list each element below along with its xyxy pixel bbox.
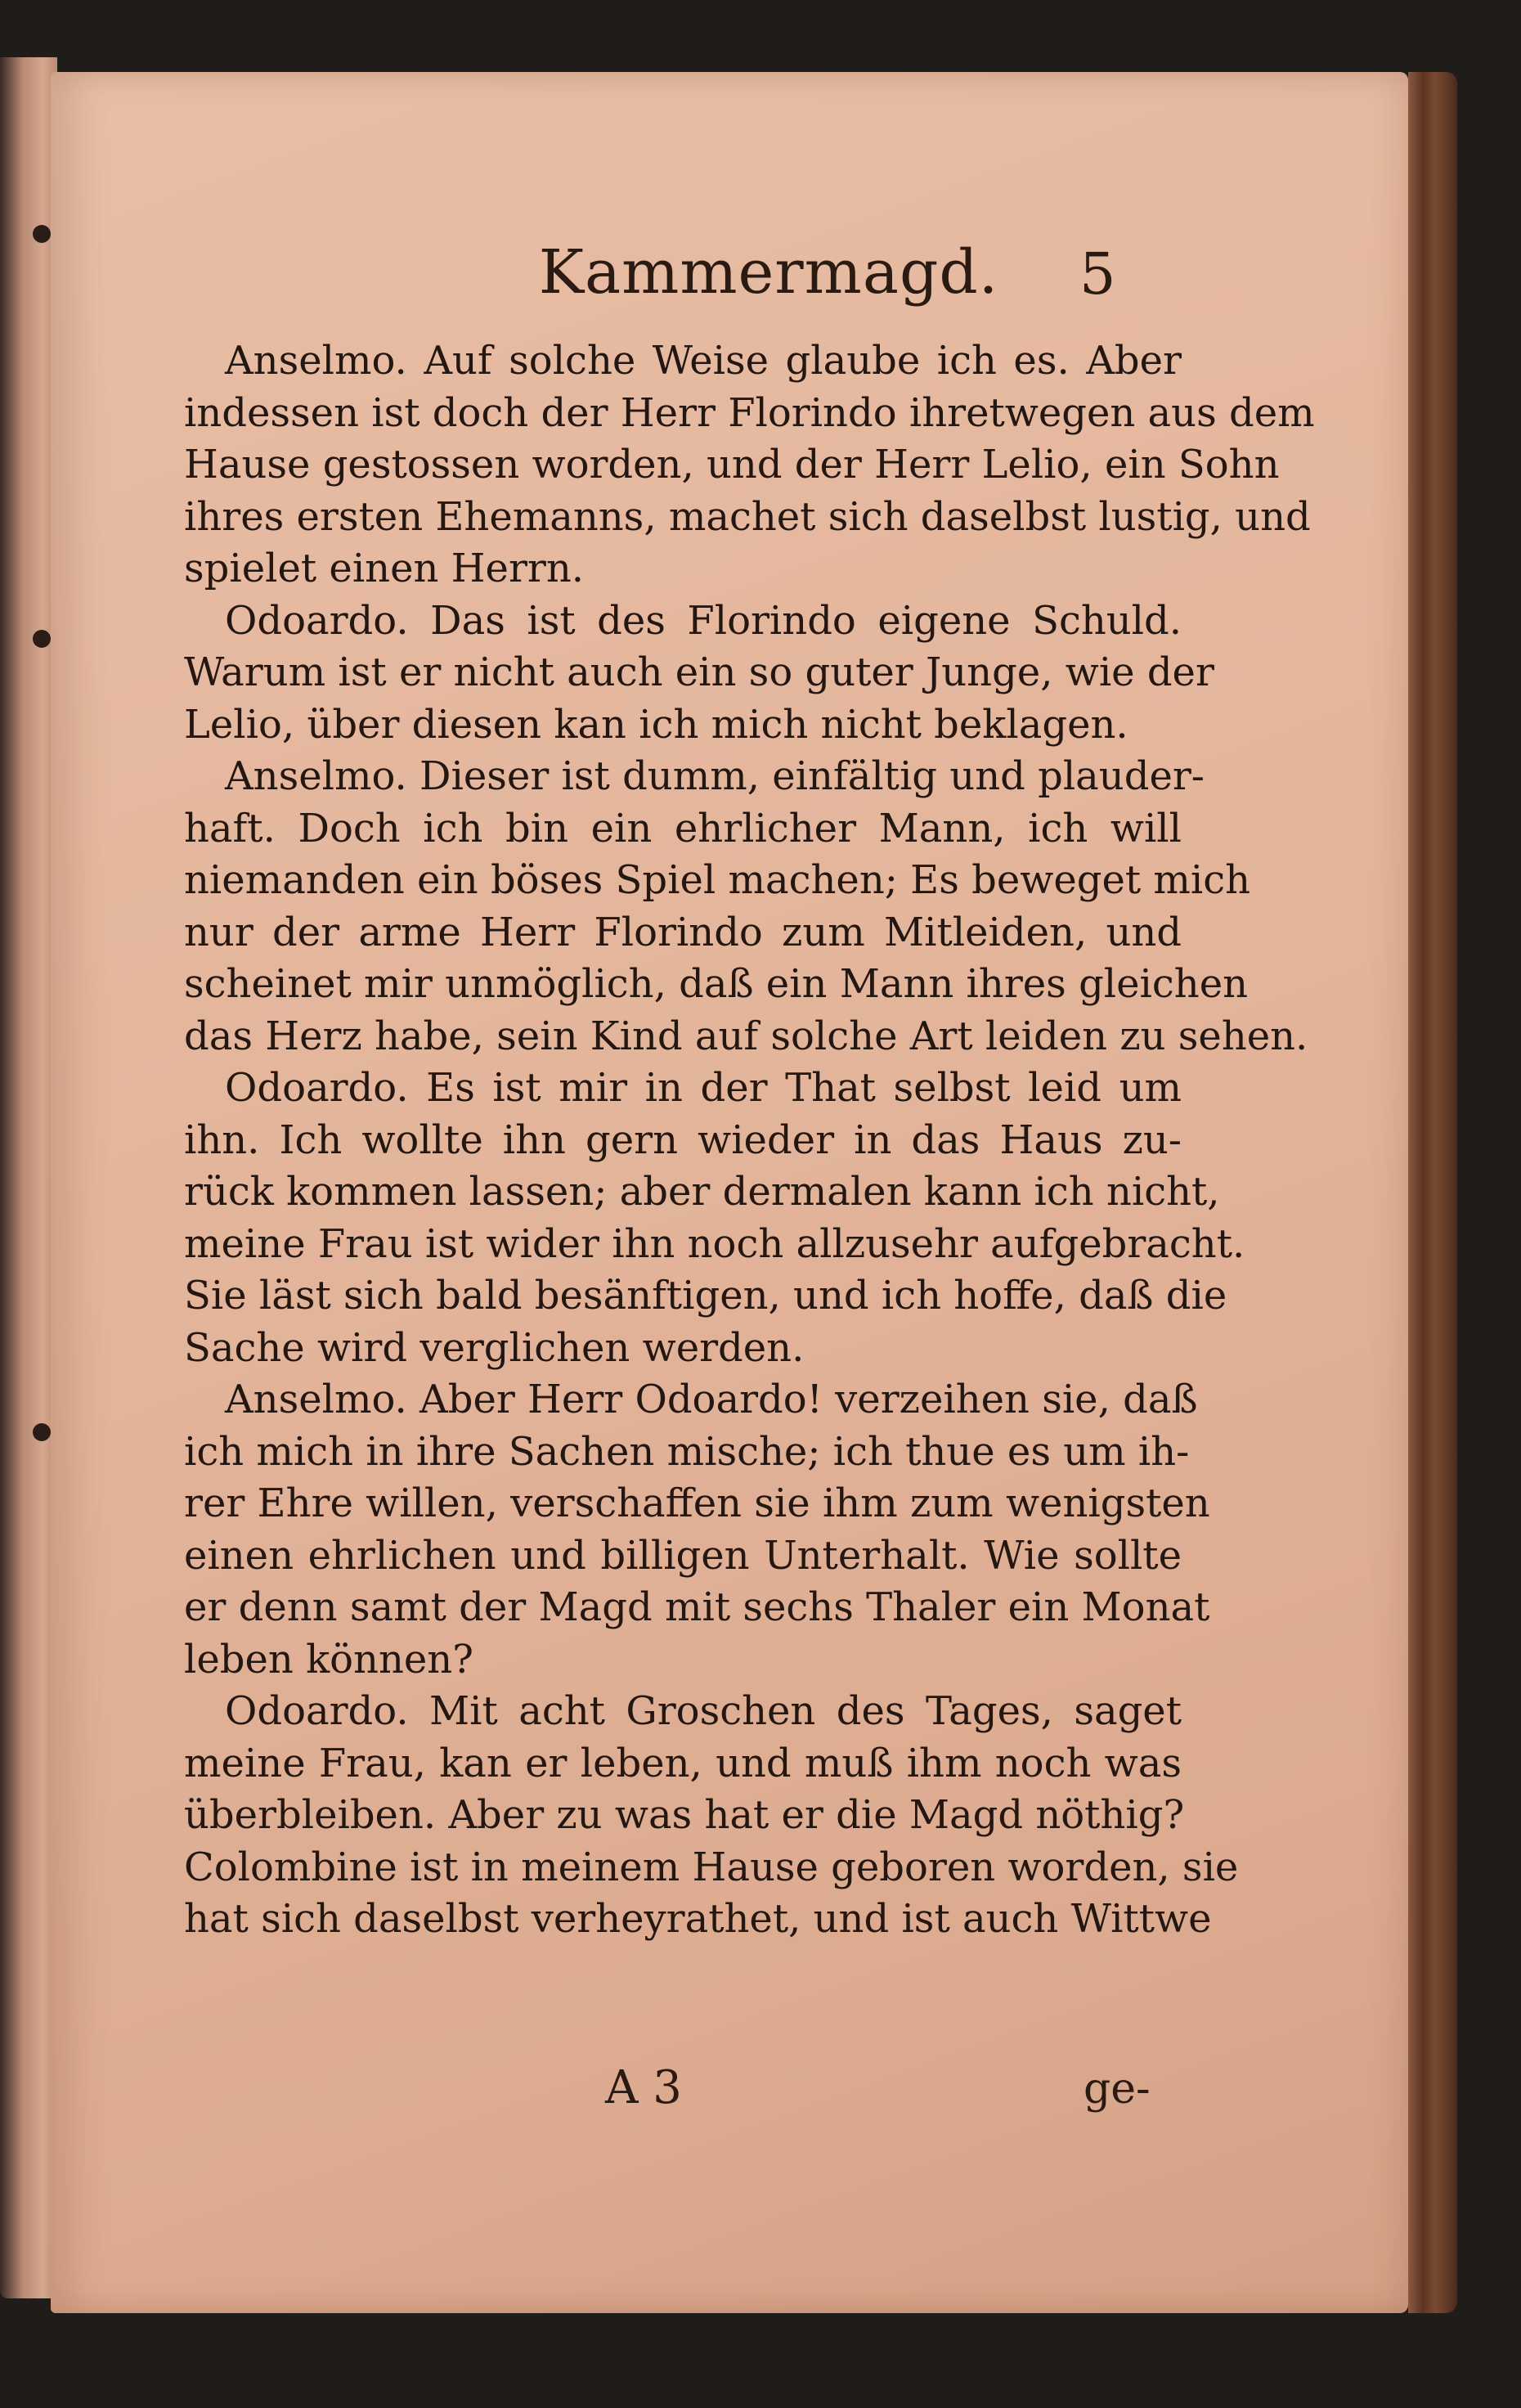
text-line: Odoardo. Das ist des Florindo eigene Schuld. [225, 597, 1182, 644]
binding-hole [33, 1423, 51, 1441]
signature-mark: A 3 [605, 2061, 682, 2114]
text-line: leben können? [184, 1636, 473, 1682]
text-line: Hause gestossen worden, und der Herr Lelio, ein Sohn [184, 442, 1280, 487]
page-footer [0, 2061, 1521, 2127]
page-header [0, 237, 1521, 327]
text-line: scheinet mir unmöglich, daß ein Mann ihres gleichen [184, 961, 1249, 1007]
text-line: ich mich in ihre Sachen mische; ich thue es um ih- [184, 1428, 1190, 1475]
text-line: das Herz habe, sein Kind auf solche Art leiden zu sehen. [184, 1013, 1308, 1059]
text-line: niemanden ein böses Spiel machen; Es beweget mich [184, 857, 1251, 903]
text-line: überbleiben. Aber zu was hat er die Magd nöthig? [184, 1792, 1185, 1838]
running-title: Kammermagd. [538, 237, 999, 308]
text-line: meine Frau, kan er leben, und muß ihm noch was [184, 1740, 1182, 1786]
text-line: spielet einen Herrn. [184, 546, 584, 591]
text-line: Anselmo. Aber Herr Odoardo! verzeihen sie, daß [225, 1377, 1198, 1422]
text-line: haft. Doch ich bin ein ehrlicher Mann, ich will [184, 805, 1182, 851]
text-line: einen ehrlichen und billigen Unterhalt. Wie sollte [184, 1532, 1182, 1579]
text-line: hat sich daselbst verheyrathet, und ist auch Wittwe [184, 1896, 1212, 1942]
left-page-edge [0, 57, 57, 2298]
text-line: ihres ersten Ehemanns, machet sich daselbst lustig, und [184, 493, 1311, 540]
text-line: Odoardo. Es ist mir in der That selbst leid um [225, 1065, 1182, 1111]
binding-hole [33, 630, 51, 648]
text-line: rer Ehre willen, verschaffen sie ihm zum wenigsten [184, 1480, 1210, 1526]
text-line: er denn samt der Magd mit sechs Thaler ein Monat [184, 1584, 1210, 1630]
page-number: 5 [1079, 240, 1116, 308]
text-line: indessen ist doch der Herr Florindo ihretwegen aus dem [184, 389, 1315, 436]
text-line: Sache wird verglichen werden. [184, 1324, 805, 1371]
text-line: ihn. Ich wollte ihn gern wieder in das Haus zu- [184, 1116, 1182, 1163]
book-spine-edge [1408, 72, 1457, 2313]
text-line: rück kommen lassen; aber dermalen kann ich nicht, [184, 1169, 1220, 1215]
text-line: meine Frau ist wider ihn noch allzusehr aufgebracht. [184, 1220, 1245, 1267]
text-line: Lelio, über diesen kan ich mich nicht beklagen. [184, 701, 1128, 748]
text-line: Warum ist er nicht auch ein so guter Junge, wie der [184, 649, 1214, 695]
text-line: Colombine ist in meinem Hause geboren worden, sie [184, 1844, 1239, 1890]
text-line: Anselmo. Dieser ist dumm, einfältig und plauder- [225, 753, 1205, 799]
text-line: nur der arme Herr Florindo zum Mitleiden, und [184, 909, 1182, 955]
dialogue-text [184, 335, 1315, 1946]
catchword: ge- [1084, 2064, 1151, 2114]
text-line: Anselmo. Auf solche Weise glaube ich es. Aber [225, 338, 1182, 384]
text-line: Odoardo. Mit acht Groschen des Tages, saget [225, 1688, 1182, 1734]
text-line: Sie läst sich bald besänftigen, und ich hoffe, daß die [184, 1273, 1227, 1319]
